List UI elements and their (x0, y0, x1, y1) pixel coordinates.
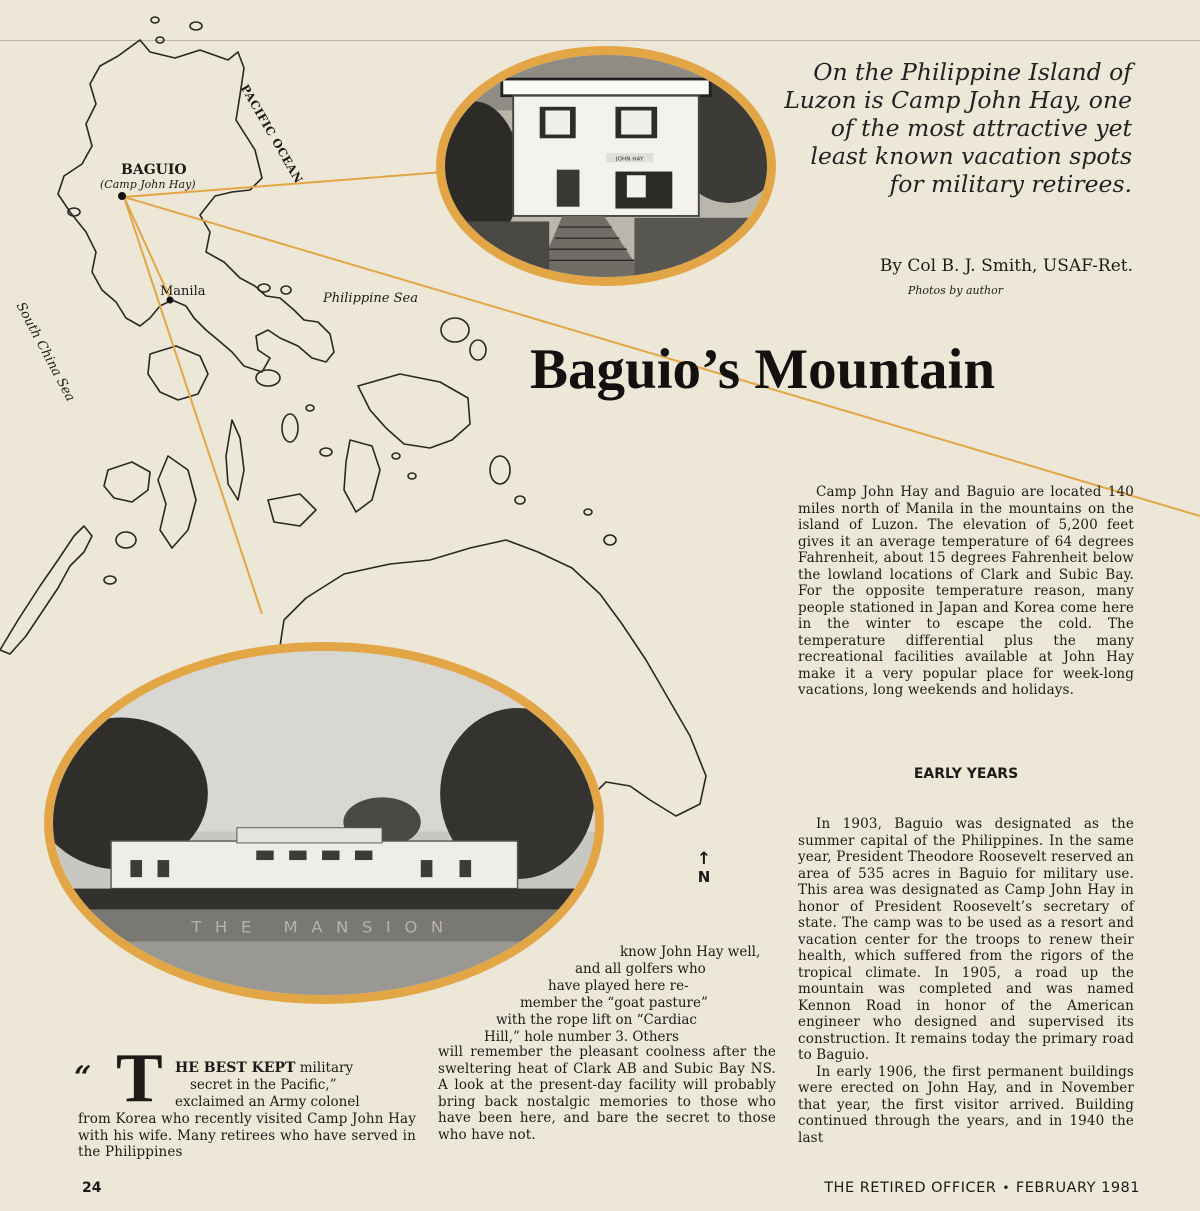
right-column-early-years (798, 816, 1134, 1146)
map-label-south-china-sea: South China Sea (12, 300, 78, 405)
mid-line-1: know John Hay well, (620, 944, 761, 960)
mid-line-4: member the “goat pasture” (520, 995, 708, 1011)
photo-top-sign: JOHN HAY (615, 156, 644, 163)
page-number: 24 (82, 1180, 102, 1196)
right-column-intro: Camp John Hay and Baguio are located 140 miles north of Manila in the mountains on the island of Luzon. The elevation of 5,200 feet gives it an average temperature of 64 degrees Fahrenheit, about 15 degrees Fahrenheit below the lowland locations of Clark and Subic Bay. For the opposite temperature reason, many people stationed in Japan and Korea come here in the winter to escape the cold. The temperature differential plus the many recreational facilities available at John Hay make it a very popular place for week-long vacations, long weekends and holidays. (798, 484, 1134, 698)
mindoro-outline (148, 346, 208, 400)
palawan-outline (0, 526, 92, 654)
panay-outline (104, 462, 150, 502)
north-arrow-icon: ↑ (696, 849, 712, 869)
mid-line-3: have played here re- (548, 978, 689, 994)
map-label-philippine-sea: Philippine Sea (323, 291, 418, 306)
mansion-photo (44, 642, 604, 1004)
article-tagline: On the Philippine Island of Luzon is Camp John Hay, one of the most attractive yet least known vacation spots for military retirees. (784, 58, 1132, 198)
baguio-marker (118, 192, 126, 200)
leader-bottom-photo (124, 197, 262, 614)
map-label-pacific-ocean: PACIFIC OCEAN (237, 82, 306, 186)
leader-manila (124, 197, 170, 298)
photo-bottom-sign: THE MANSION (191, 917, 457, 937)
luzon-outline (58, 40, 334, 372)
samar-outline (358, 374, 470, 448)
lead-line-2: secret in the Pacific,” (190, 1077, 337, 1093)
footer-bullet: • (1002, 1181, 1010, 1195)
lead-paragraph-body: from Korea who recently visited Camp John Hay with his wife. Many retirees who have served in the Philippines (78, 1111, 416, 1160)
negros-outline (158, 456, 196, 548)
opening-quote-mark: “ (74, 1060, 92, 1095)
north-label: N (697, 868, 711, 886)
running-footer (700, 1180, 1140, 1196)
mid-line-2: and all golfers who (575, 961, 706, 977)
map-label-baguio: BAGUIO (121, 162, 187, 178)
early-years-paragraph-2: In early 1906, the first permanent buildings were erected on John Hay, and in November that year, the first visitor arrived. Building continued through the years, and in 1940 the last (798, 1063, 1134, 1146)
early-years-paragraph-1: In 1903, Baguio was designated as the summer capital of the Philippines. In the same year, President Theodore Roosevelt reserved an area of 535 acres in Baguio for military use. This area was designated as Camp John Hay in honor of President Roosevelt’s secretary of state. The camp was to be used as a resort and vacation center for the troops to renew their health, which suffered from the rigors of the tropical climate. In 1905, a road up the mountain was completed and was named Kennon Road in honor of the American engineer who designed and supervised its construction. It remains today the primary road to Baguio. (798, 816, 1134, 1063)
leyte-outline (344, 440, 380, 512)
issue-date: FEBRUARY 1981 (1015, 1180, 1140, 1196)
map-label-manila: Manila (160, 284, 206, 299)
lead-line-3: exclaimed an Army colonel (175, 1094, 360, 1110)
photo-credit: Photos by author (907, 284, 1003, 297)
map-label-camp-john-hay: (Camp John Hay) (100, 178, 196, 191)
mid-column-body: will remember the pleasant coolness after the sweltering heat of Clark AB and Subic Bay NS. A look at the present-day facility will probably bring back nostalgic memories to those who have been here, and bare the secret to those who have not. (438, 1044, 776, 1143)
magazine-name: THE RETIRED OFFICER (824, 1180, 997, 1196)
drop-cap: T (116, 1040, 163, 1117)
section-subhead: EARLY YEARS (913, 766, 1019, 782)
mid-line-6: Hill,” hole number 3. Others (484, 1029, 679, 1045)
article-headline: Baguio’s Mountain (530, 338, 996, 401)
north-arrow (694, 850, 714, 886)
mid-line-5: with the rope lift on “Cardiac (496, 1012, 697, 1028)
lead-line-1: HE BEST KEPT military (175, 1060, 354, 1076)
bohol-outline (268, 494, 316, 526)
article-byline: By Col B. J. Smith, USAF-Ret. (879, 256, 1133, 276)
house-photo (436, 46, 776, 286)
cebu-outline (226, 420, 244, 500)
